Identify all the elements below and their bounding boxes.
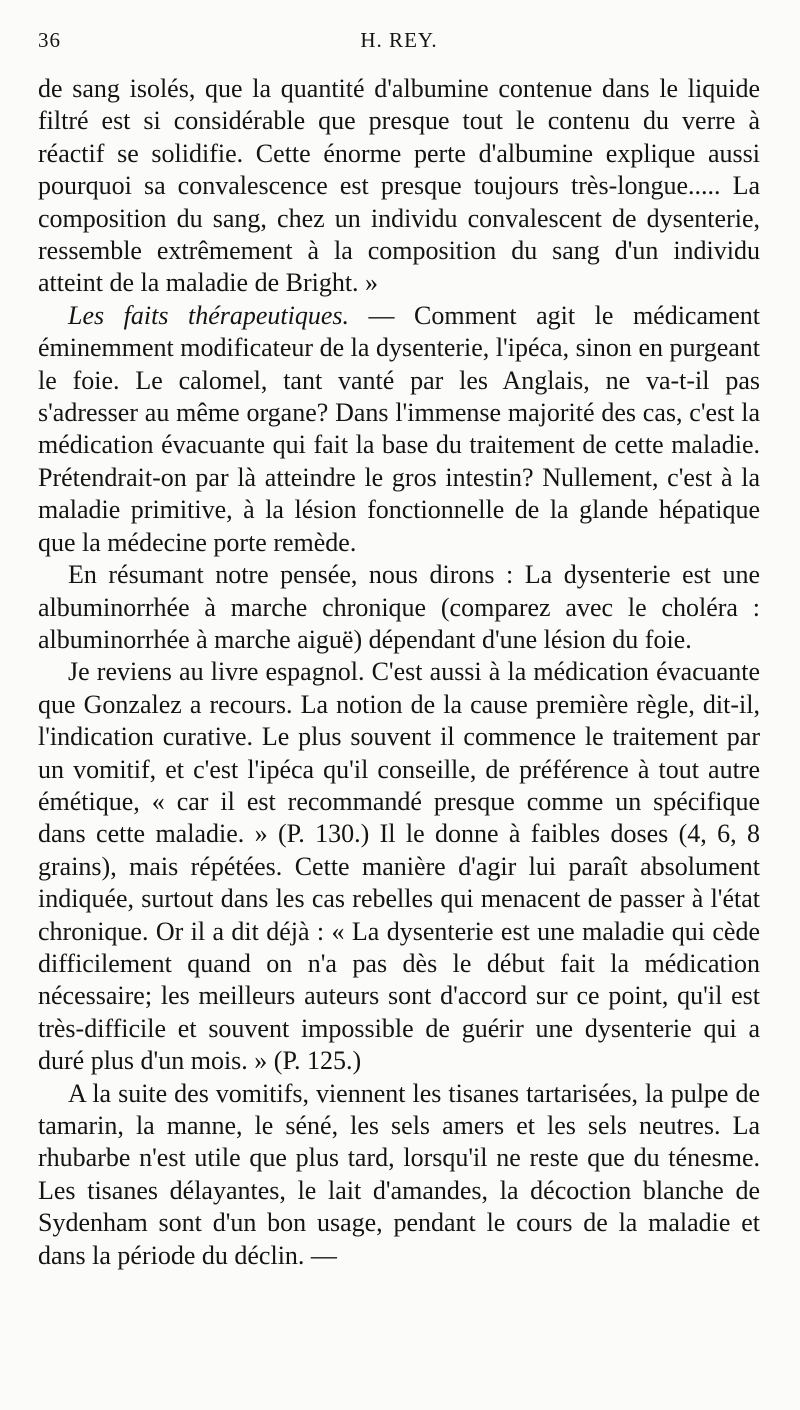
paragraph-4-text: Je reviens au livre espagnol. C'est aussi à la médication évacuante que Gonzalez a recours. La notion de la cause première règle, dit-il, l'indication curative. Le plus souvent il commence le traitement par un vomitif, et c'est l'ipéca qu'il conseille, de préférence à tout autre émétique, « car il est recommandé presque comme un spécifique dans cette maladie. » (P. 130.) Il le donne à faibles doses (4, 6, 8 grains), mais répétées. Cette manière d'agir lui paraît absolument indiquée, surtout dans les cas rebelles qui menacent de passer à l'état chronique. Or il a dit déjà : « La dysenterie est une maladie qui cède difficilement quand on n'a pas dès le début fait la médication nécessaire; les meilleurs auteurs sont d'accord sur ce point, qu'il est très-difficile et souvent impossible de guérir une dysenterie qui a duré plus d'un mois. » (P. 125.) — [38, 657, 760, 1076]
paragraph-2 — [38, 300, 760, 559]
paragraph-1 — [38, 73, 760, 300]
paragraph-5 — [38, 1078, 760, 1272]
paragraph-5-text: A la suite des vomitifs, viennent les tisanes tartarisées, la pulpe de tamarin, la manne, le séné, les sels amers et les sels neutres. La rhubarbe n'est utile que plus tard, lorsqu'il ne reste que du ténesme. Les tisanes délayantes, le lait d'amandes, la décoction blanche de Sydenham sont d'un bon usage, pendant le cours de la maladie et dans la période du déclin. — — [38, 1078, 760, 1270]
page-number: 36 — [38, 28, 61, 52]
paragraph-4 — [38, 656, 760, 1077]
paragraph-2-text: — Comment agit le médicament éminemment modificateur de la dysenterie, l'ipéca, sinon en purgeant le foie. Le calomel, tant vanté par les Anglais, ne va-t-il pas s'adresser au même organe? Dans l'immense majorité des cas, c'est la médication évacuante qui fait la base du traitement de cette maladie. Prétendrait-on par là atteindre le gros intestin? Nullement, c'est à la maladie primitive, à la lésion fonctionnelle de la glande hépatique que la médecine porte remède. — [38, 300, 761, 557]
paragraph-3 — [38, 559, 760, 656]
paragraph-2-lead: Les faits thérapeutiques. — [68, 300, 349, 330]
running-title: H. REY. — [360, 28, 438, 52]
running-head — [38, 28, 760, 58]
paragraph-1-text: de sang isolés, que la quantité d'albumine contenue dans le liquide filtré est si considérable que presque tout le contenu du verre à réactif se solidifie. Cette énorme perte d'albumine explique aussi pourquoi sa convalescence est presque toujours très-longue..... La composition du sang, chez un individu convalescent de dysenterie, ressemble extrêmement à la composition du sang d'un individu atteint de la maladie de Bright. » — [38, 74, 760, 298]
body-text — [38, 73, 760, 1272]
paragraph-3-text: En résumant notre pensée, nous dirons : La dysenterie est une albuminorrhée à marche chronique (comparez avec le choléra : albuminorrhée à marche aiguë) dépendant d'une lésion du foie. — [38, 560, 760, 654]
